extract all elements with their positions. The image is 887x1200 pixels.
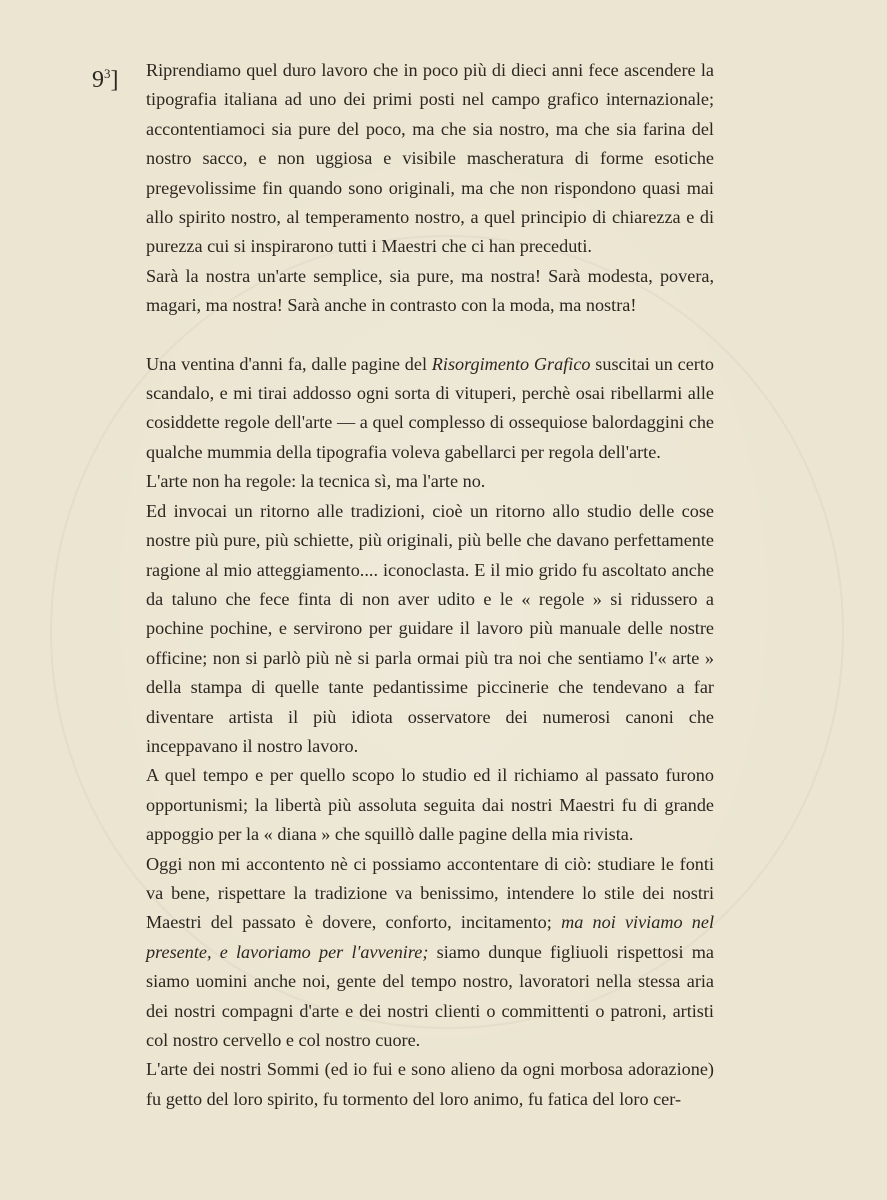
paragraph [146,467,714,496]
body-text [146,56,714,1114]
paragraph [146,350,714,468]
paragraph [146,56,714,262]
text-segment: Una ventina d'anni fa, dalle pagine del [146,353,432,374]
paragraph [146,497,714,762]
text-segment: Oggi non mi accontento nè ci possiamo accontentare di ciò: studiare le fonti va bene, rispettare la tradizione va benissimo, intendere lo stile dei nostri Maestri del passato è dovere, conforto, incitamento; [146,853,714,933]
paragraph [146,761,714,849]
paragraph [146,850,714,1056]
page-number-value: $9^3$ [92,66,111,93]
text-segment: siamo dunque figliuoli rispettosi ma siamo uomini anche noi, gente del tempo nostro, lavoratori nella stessa aria dei nostri compagni d'arte e dei nostri clienti o committenti o patroni, artisti col nostro cervello e col nostro cuore. [146,941,714,1050]
page-number-bracket: ] [110,67,119,93]
text-segment: A quel tempo e per quello scopo lo studio ed il richiamo al passato furono opportunismi; la libertà più assoluta seguita dai nostri Maestri fu di grande appoggio per la « diana » che squillò dalle pagine della mia rivista. [146,765,714,845]
text-segment: suscitai un certo scandalo, e mi tirai addosso ogni sorta di vituperi, perchè osai ribellarmi alle cosiddette regole dell'arte — a quel complesso di ossequiose balordaggini che qualche mummia della tipografia voleva gabellarci per regola dell'arte. [146,353,714,462]
paragraph [146,1055,714,1114]
text-segment: Sarà la nostra un'arte semplice, sia pure, ma nostra! Sarà modesta, povera, magari, ma nostra! Sarà anche in contrasto con la moda, ma nostra! [146,265,714,316]
paragraph [146,262,714,321]
page-number [92,58,119,96]
text-segment: Ed invocai un ritorno alle tradizioni, cioè un ritorno allo studio delle cose nostre più pure, più schiette, più originali, più belle che davano perfettamente ragione al mio atteggiamento.... iconoclasta. E il mio grido fu ascoltato anche da taluno che fece finta di non aver udito e le « regole » si ridussero a pochine pochine, e servirono per guidare il lavoro più manuale delle nostre officine; non si parlò più nè si parla ormai più tra noi che sentiamo l'« arte » della stampa di quelle tante pedantissime piccinerie che tendevano a far diventare artista il più idiota osservatore dei numerosi canoni che inceppavano il nostro lavoro. [146,500,714,756]
text-segment: L'arte dei nostri Sommi (ed io fui e sono alieno da ogni morbosa adorazione) fu getto del loro spirito, fu tormento del loro animo, fu fatica del loro cer- [146,1059,714,1109]
text-segment: L'arte non ha regole: la tecnica sì, ma l'arte no. [146,471,486,492]
italic-text-segment: ma noi viviamo nel presente, e lavoriamo per l'avvenire; [146,912,714,962]
text-segment: Riprendiamo quel duro lavoro che in poco più di dieci anni fece ascendere la tipografia italiana ad uno dei primi posti nel campo grafico internazionale; accontentiamoci sia pure del poco, ma che sia nostro, ma che sia farina del nostro sacco, e non uggiosa e visibile mascheratura di forme esotiche pregevolissime fin quando sono originali, ma che non rispondono quasi mai allo spirito nostro, al temperamento nostro, a quel principio di chiarezza e di purezza cui si inspirarono tutti i Maestri che ci han preceduti. [146,60,714,257]
italic-text-segment: Risorgimento Grafico [431,353,591,374]
